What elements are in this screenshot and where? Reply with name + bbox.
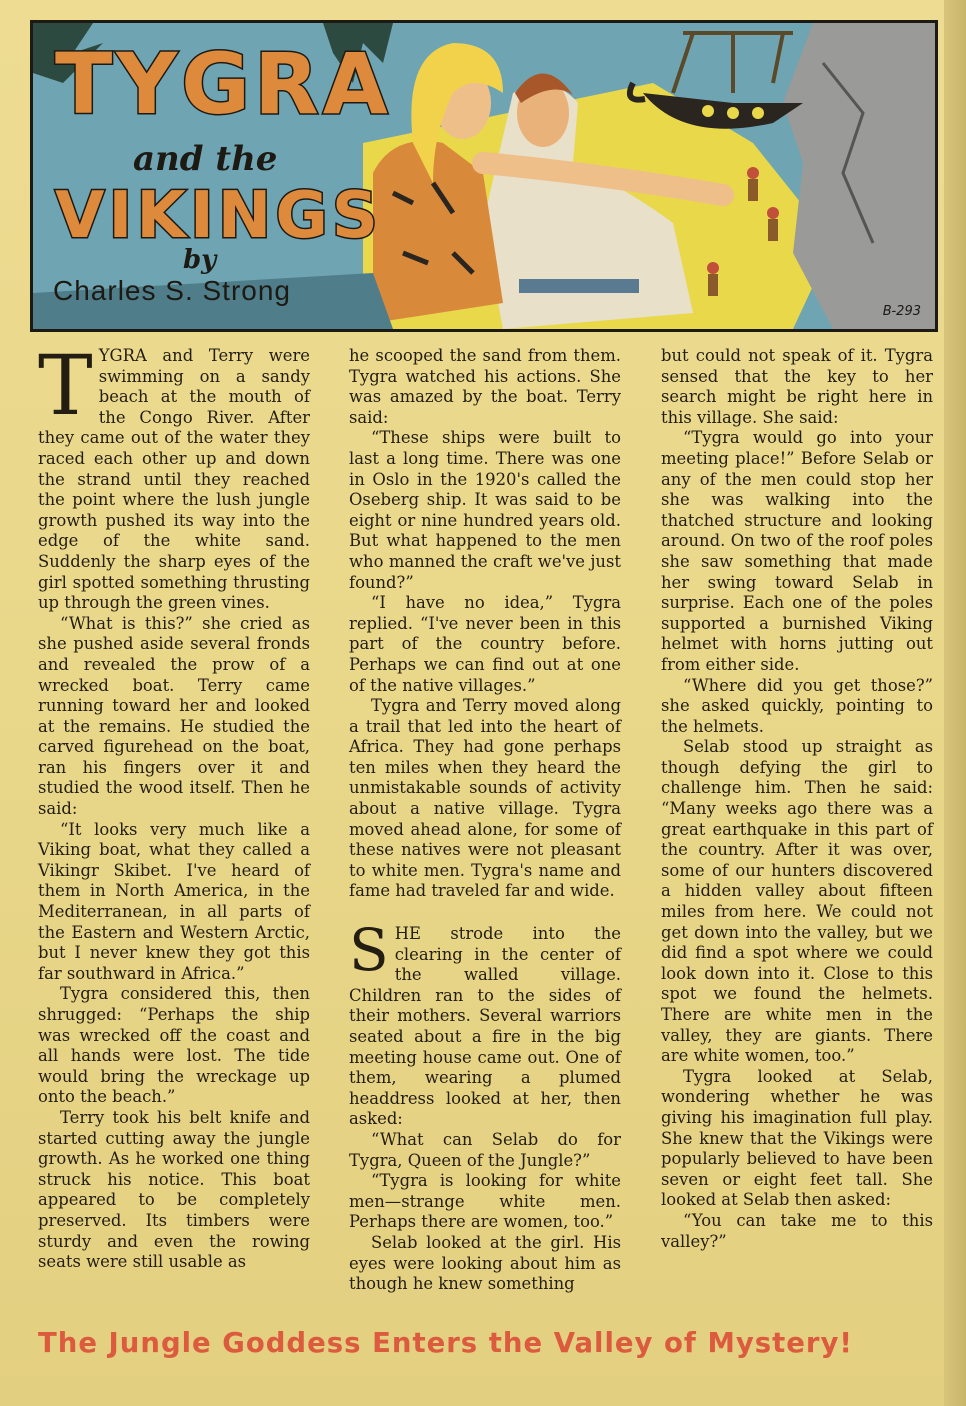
paragraph: “Where did you get those?” she asked quickly, pointing to the helmets.	[661, 675, 933, 736]
paragraph: “What is this?” she cried as she pushed aside several fronds and revealed the prow of a wrecked boat. Terry came running toward her and looked at the remains. He studied the carved figurehead on the boat, ran his fingers over it and studied the wood itself. Then he said:	[38, 613, 310, 819]
paragraph: Tygra and Terry moved along a trail that led into the heart of Africa. They had gone perhaps ten miles when they heard the unmistakable sounds of activity about a native village. Tygra moved ahead alone, for some of these natives were not pleasant to white men. Tygra's name and fame had traveled far and wide.	[349, 696, 621, 901]
paragraph: “It looks very much like a Viking boat, what they called a Vikingr Skibet. I've heard of them in North America, in the Mediterranean, in all parts of the Eastern and Western Arctic, but I never knew they got this far southward in Africa.”	[38, 819, 310, 983]
paragraph: “You can take me to this valley?”	[661, 1210, 933, 1251]
byline-label: by	[183, 245, 217, 275]
next-issue-teaser: The Jungle Goddess Enters the Valley of Mystery!	[38, 1327, 853, 1359]
viking-figure	[747, 167, 759, 179]
viking-figure	[748, 179, 758, 201]
paragraph: Tygra considered this, then shrugged: “Perhaps the ship was wrecked off the coast and all hands were lost. The tide would bring the wreckage up onto the beach.”	[38, 984, 310, 1107]
paragraph: “Tygra would go into your meeting place!” Before Selab or any of the men could stop her she was walking into the thatched structure and looking around. On two of the roof poles she saw something that made her swing toward Selab in surprise. Each one of the poles supported a burnished Viking helmet with horns jutting out from either side.	[661, 428, 933, 674]
paragraph: YGRA and Terry were swimming on a sandy beach at the mouth of the Congo River. After they came out of the water they raced each other up and down the strand until they reached the point where the lush jungle growth pushed its way into the edge of the white sand. Suddenly the sharp eyes of the girl spotted something thrusting up through the green vines.	[38, 346, 310, 613]
author-name: Charles S. Strong	[53, 275, 291, 306]
section-break	[349, 902, 621, 924]
viking-figure	[708, 274, 718, 296]
paragraph: Selab stood up straight as though defying the girl to challenge him. Then he said: “Many weeks ago there was a great earthquake in this part of the country. After it was over, some of our hunters discovered a hidden valley about fifteen miles from here. We could not get down into the valley, but we did find a spot where we could look down into it. Close to this spot we found the helmets. There are white men in the valley, they are giants. There are white women, too.”	[661, 737, 933, 1066]
ship-shield	[752, 107, 764, 119]
text-column-3	[661, 346, 933, 1252]
paragraph: “These ships were built to last a long time. There was one in Oslo in the 1920's called the Oseberg ship. It was said to be eight or nine hundred years old. But what happened to the men who manned the craft we've just found?”	[349, 428, 621, 592]
page-edge	[944, 0, 966, 1406]
paragraph: Terry took his belt knife and started cutting away the jungle growth. As he worked one thing struck his notice. This boat appeared to be completely preserved. Its timbers were sturdy and even the rowing seats were still usable as	[38, 1107, 310, 1272]
paragraph: he scooped the sand from them. Tygra watched his actions. She was amazed by the boat. Terry said:	[349, 346, 621, 427]
text-column-2	[349, 346, 621, 1295]
viking-figure	[768, 219, 778, 241]
story-title-connector: and the	[133, 139, 278, 179]
terry-belt	[519, 279, 639, 293]
text-column-1	[38, 339, 310, 1273]
art-code: B-293	[882, 304, 921, 319]
paragraph: Tygra looked at Selab, wondering whether he was giving his imagination full play. She knew that the Vikings were popularly believed to have been seven or eight feet tall. She looked at Selab then asked:	[661, 1066, 933, 1210]
paragraph: HE strode into the clearing in the center of the walled village. Children ran to the sides of their mothers. Several warriors seated about a fire in the big meeting house came out. One of them, wearing a plumed headdress looked at her, then asked:	[349, 924, 621, 1129]
paragraph: “Tygra is looking for white men—strange white men. Perhaps there are women, too.”	[349, 1171, 621, 1232]
ship-shield	[727, 107, 739, 119]
ship-shield	[702, 105, 714, 117]
story-title: TYGRA	[55, 35, 392, 133]
drop-cap: S	[349, 916, 389, 985]
viking-figure	[767, 207, 779, 219]
paragraph: but could not speak of it. Tygra sensed that the key to her search might be right here in this village. She said:	[661, 346, 933, 427]
drop-cap: T	[38, 339, 93, 434]
paragraph: “What can Selab do for Tygra, Queen of the Jungle?”	[349, 1129, 621, 1170]
paragraph: Selab looked at the girl. His eyes were looking about him as though he knew something	[349, 1232, 621, 1294]
story-title-vikings: VIKINGS	[55, 179, 382, 253]
title-panel	[30, 20, 938, 332]
paragraph: “I have no idea,” Tygra replied. “I've never been in this part of the country before. Perhaps we can find out at one of the native villages.”	[349, 593, 621, 695]
viking-figure	[707, 262, 719, 274]
